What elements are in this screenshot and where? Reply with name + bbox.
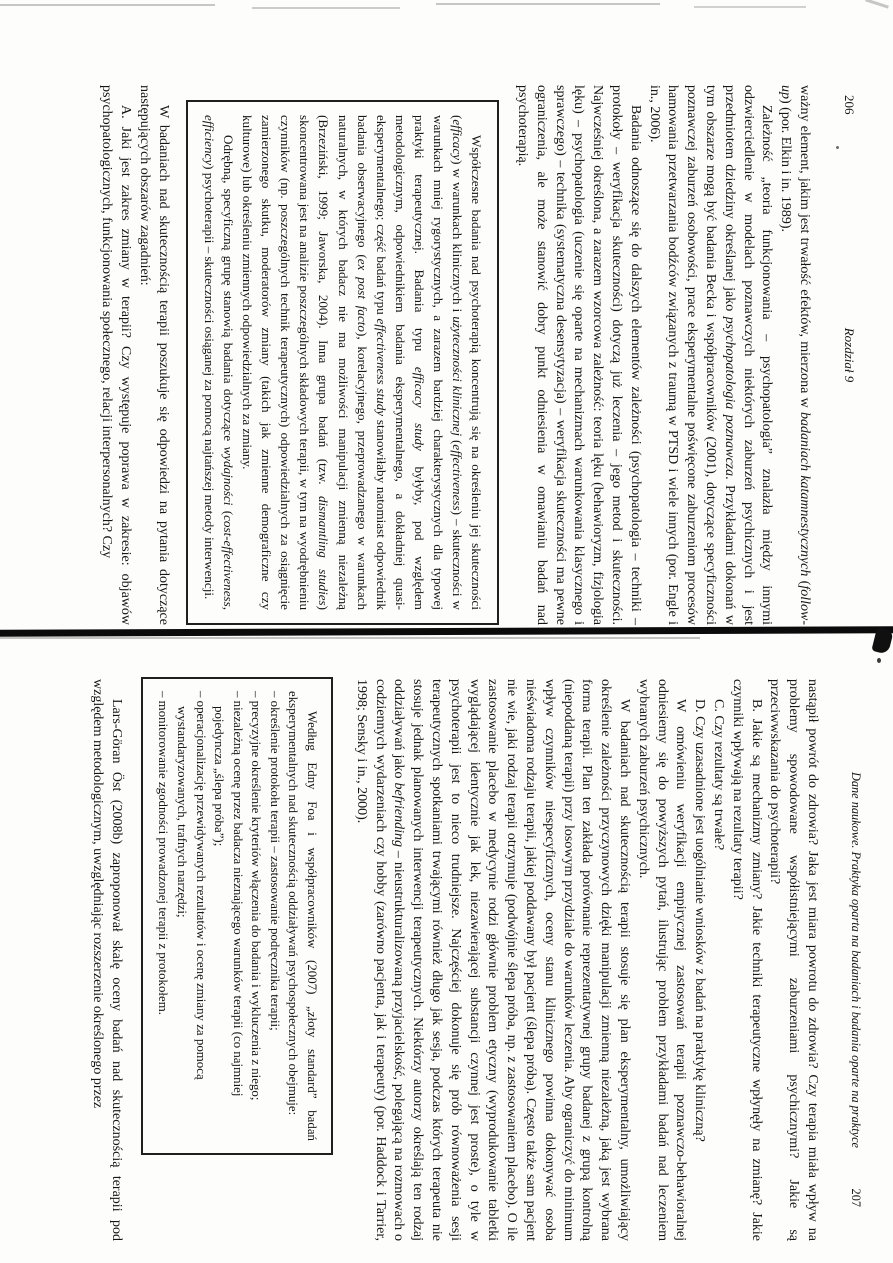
- scan-artifact-line: [694, 6, 806, 8]
- scan-artifact-dot: [836, 146, 839, 149]
- scan-artifact-line: [252, 7, 400, 9]
- chapter-title: Rozdział 9: [842, 327, 857, 383]
- scan-artifact-dot: [877, 658, 881, 663]
- page-206: [0, 0, 893, 631]
- paragraph: ważny element, jakim jest trwałość efektów, mierzona w badaniach katamnestycznych (follow-up) (por. Elkin i in. 1989).: [778, 85, 812, 625]
- body-text: [87, 679, 125, 1241]
- page-number: 207: [849, 1188, 863, 1207]
- paragraph: – określenie protokołu terapii – zastosowanie podręcznika terapii;: [267, 691, 282, 1031]
- page-divider-shadow: [0, 637, 700, 639]
- page-number: 206: [842, 95, 857, 115]
- paragraph: B. Jakie są mechanizmy zmiany? Jakie techniki terapeutyczne wpłynęły na zmianę? Jakie czynniki wpływają na rezultaty terapii?: [729, 679, 764, 1241]
- paragraph: C. Czy rezultaty są trwałe?: [711, 699, 727, 851]
- paragraph: W badaniach nad skutecznością terapii stosuje się plan eksperymentalny, umożliwiający określenie zależności przyczynowych dzięki manipulacji zmienną niezależną, jaką jest wybrana forma terapii. Plan ten zakłada porównanie reprezentatywnej grupy badanej z grupą kontrolną (niepoddaną terapii) przy losowym przydziale do warunków leczenia. Aby ograniczyć do minimum wpływ czynników niespecyficznych, oceny stanu klinicznego powinna dokonywać osoba nieświadoma rodzaju terapii, jakiej poddawany był pacjent (ślepa próba). Często także sam pacjent nie wie, jaki rodzaj terapii otrzymuje (podwójnie ślepa próba, np. z zastosowaniem placebo). O ile zastosowanie placebo w medycynie rodzi głównie problem etyczny (wyprodukowanie tabletki wyglądającej identycznie jak lek, niezawierającej substancji czynnej jest proste), o tyle w psychoterapii jest to nieco trudniejsze. Najczęściej dokonuje się prób równoważenia sesji terapeutycznych spotkaniami trwającymi również długo jak sesja, podczas których terapeuta nie stosuje jednak planowanych interwencji terapeutycznych. Niektórzy autorzy określają ten rodzaj oddziaływań jako befriending – nieustrukturalizowaną przyjacielskość, polegającą na rozmowach o codziennych wydarzeniach czy hobby (zarówno pacjenta, jak i terapeuty) (por. Haddock i Tarrier, 1998; Sensky i in., 2000).: [353, 679, 633, 1241]
- paragraph: W badaniach nad skutecznością terapii poszukuje się odpowiedzi na pytania dotyczące następujących obszarów zagadnień:: [137, 85, 171, 625]
- paragraph: Zależność „teoria funkcjonowania – psychopatologia” znalazła między innymi odzwierciedlenie w modelach poznawczych niektórych zaburzeń psychicznych i jest przedmiotem dziedziny określanej jako psychopatologia poznawcza. Przykładami dokonań w tym obszarze mogą być badania Becka i współpracowników (2001), dotyczące specyficzności poznawczej zaburzeń osobowości, prace eksperymentalne poświęcone zaburzeniom procesów hamowania przetwarzania bodźców związanych z traumą w PTSD i wiele innych (por. Engle i in., 2006).: [646, 85, 775, 625]
- page-207: [0, 632, 893, 1263]
- running-header: [845, 679, 863, 1241]
- paragraph: Według Edny Foa i współpracowników (2007) „złoty standard” badań eksperymentalnych nad skutecznością oddziaływań psychospołecznych obejmuje:: [286, 691, 320, 1141]
- paragraph: nastąpił powrót do zdrowia? Jaka jest miara powrotu do zdrowia? Czy terapia miała wpływ na problemy spowodowane współistniejącymi zaburzeniami psychicznymi? Jakie są przeciwwskazania do psychoterapii?: [767, 679, 820, 1241]
- scan-artifact-line: [436, 3, 660, 5]
- paragraph: – operacjonalizację przewidywanych rezultatów i ocenę zmiany za pomocą wystandaryzowanych, trafnych narzędzi;: [174, 691, 208, 1080]
- paragraph: – niezależną ocenę przez badacza nieznającego warunków terapii (co najmniej pojedyncza „ślepa próba”);: [212, 691, 245, 1097]
- paragraph: Odrębną, specyficzną grupę stanowią badania dotyczące wydajności (cost-effectiveness, efficiency) psychoterapii – skuteczności osiąganej za pomocą najtańszej metody interwencji.: [201, 115, 237, 610]
- body-text: [512, 85, 813, 625]
- scan-artifact-line: [0, 4, 215, 6]
- paragraph: W omówieniu weryfikacji empirycznej zastosowań terapii poznawczo-behawioralnej odniesiemy się do powyższych pytań, ilustrując problem przykładami badań nad leczeniem wybranych zaburzeń psychicznych.: [635, 679, 689, 1241]
- paragraph: Lars-Göran Öst (2008b) zaproponował skalę oceny badań nad skutecznością terapii pod względem metodologicznym, uwzględniając rozszerzenie określonego przez: [89, 679, 124, 1241]
- paragraph: Badania odnoszące się do dalszych elementów zależności (psychopatologia – techniki – protokoły – weryfikacja skuteczności) dotyczą już leczenia – jego metod i skuteczności. Najwcześniej określona, a zarazem wzorcowa zależność: teoria lęku (behawioryzm, fizjologia lęku) – psychopatologia (uczenie się oparte na mechanizmach warunkowania klasycznego i sprawczego) – technika (systematyczna desensytyzacja) – weryfikacja skuteczności ma pewne ograniczenia, ale może stanowić dobry punkt odniesienia w omawianiu badań nad psychoterapią.: [515, 85, 643, 625]
- paragraph: D. Czy uzasadnione jest uogólnianie wniosków z badań na praktykę kliniczną?: [692, 699, 708, 1142]
- paragraph: – precyzyjne określenie kryteriów włączenia do badania i wykluczenia z niego;: [249, 691, 264, 1101]
- body-text: [351, 679, 821, 1241]
- page-207-region: [0, 632, 893, 1263]
- running-header: [839, 85, 857, 625]
- paragraph: A. Jaki jest zakres zmiany w terapii? Czy występuje poprawa w zakresie: objawów psychopatologicznych, funkcjonowania społecznego, relacji interpersonalnych? Czy: [99, 85, 134, 625]
- highlight-box: [141, 677, 333, 1155]
- highlight-box: [186, 100, 499, 625]
- section-title: Dane naukowe. Praktyka oparta na badaniach i badania oparte na praktyce: [849, 771, 863, 1148]
- paragraph: – monitorowanie zgodności prowadzonej terapii z protokołem.: [156, 691, 171, 1015]
- page-206-region: [0, 0, 893, 631]
- paragraph: Współczesne badania nad psychoterapią koncentrują się na określeniu jej skuteczności (efficacy) w warunkach klinicznych i użyteczności klinicznej (effectiveness) – skuteczności w warunkach mniej rygorystycznych, a zarazem bardziej charakterystycznych dla typowej praktyki terapeutycznej. Badania typu efficacy study byłyby, pod względem metodologicznym, odpowiednikiem badania eksperymentalnego, a dokładniej quasi-eksperymentalnego; część badań typu effectiveness study stanowiłaby natomiast odpowiednik badania obserwacyjnego (ex post facto), korelacyjnego, przeprowadzanego w warunkach naturalnych, w których badacz nie ma możliwości manipulacji zmienną niezależną (Brzeziński, 1999; Jaworska, 2004). Inna grupa badań (tzw. dismantling studies) skoncentrowana jest na analizie poszczególnych składowych terapii, w tym na wyodrębnieniu czynników (np. poszczególnych technik terapeutycznych) odpowiedzialnych za osiągnięcie zamierzonego skutku, moderatorów zmiany (takich jak zmienne demograficzne czy kulturowe) lub określeniu zmiennych odpowiedzialnych za zmiany.: [240, 115, 485, 611]
- body-text: [97, 85, 172, 625]
